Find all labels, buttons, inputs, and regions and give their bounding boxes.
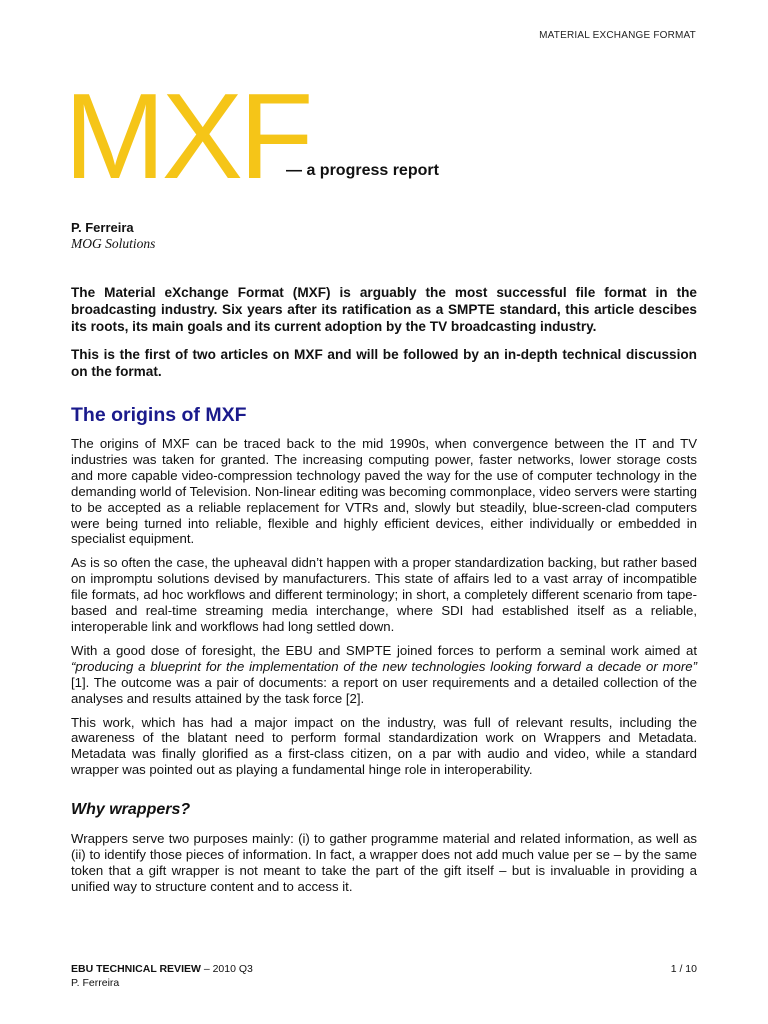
- running-header: MATERIAL EXCHANGE FORMAT: [539, 30, 696, 41]
- abstract: [71, 284, 697, 380]
- author-name: P. Ferreira: [71, 220, 134, 235]
- abstract-paragraph: The Material eXchange Format (MXF) is arguably the most successful file format in the broadcasting industry. Six years after its ratification as a SMPTE standard, this article descibes its roots, its main goals and its current adoption by the TV broadcasting industry.: [71, 285, 697, 334]
- body-paragraph: [71, 643, 697, 707]
- page-number: 1 / 10: [670, 963, 697, 975]
- paragraph-text: With a good dose of foresight, the EBU and SMPTE joined forces to perform a seminal work aimed at: [71, 642, 697, 658]
- body-paragraph: This work, which has had a major impact on the industry, was full of relevant results, including the awareness of the blatant need to perform formal standardization work on Wrappers and Metadata. Metadata was finally glorified as a first-class citizen, on a par with audio and video, while a standard wrapper was pointed out as playing a fundamental hinge role in interoperability.: [71, 714, 697, 778]
- publication-issue: – 2010 Q3: [200, 963, 253, 975]
- article-subtitle: — a progress report: [286, 162, 439, 179]
- footer-publication: [71, 962, 697, 976]
- body-paragraph: The origins of MXF can be traced back to the mid 1990s, when convergence between the IT and TV industries was taken for granted. The increasing computing power, faster networks, lower storage costs and more capable video-compression technology paved the way for the use of computer technology in the demanding world of Television. Non-linear editing was becoming commonplace, video servers were starting to be accepted as a reliable replacement for VTRs and, slowly but steadily, blue-screen-clad computers were being turned into reliable, flexible and highly efficient devices, either individually or embedded in specialist equipment.: [71, 436, 697, 547]
- footer-author: P. Ferreira: [71, 977, 120, 989]
- title-block: [64, 68, 704, 204]
- mxf-logo-text: MXF: [64, 68, 310, 204]
- abstract-paragraph: This is the first of two articles on MXF and will be followed by an in-depth technical discussion on the format.: [71, 347, 697, 379]
- paragraph-text: [1]. The outcome was a pair of documents: a report on user requirements and a detailed collection of the analyses and results attained by the task force [2].: [71, 674, 697, 706]
- author-affiliation: MOG Solutions: [71, 236, 156, 251]
- body-paragraph: Wrappers serve two purposes mainly: (i) to gather programme material and related information, as well as (ii) to identify those pieces of information. In fact, a wrapper does not add much value per se – by the same token that a gift wrapper is not meant to take the part of the gift itself – but is invaluable in providing a unified way to structure content and to access it.: [71, 831, 697, 894]
- section-heading: The origins of MXF: [71, 404, 247, 426]
- quotation: “producing a blueprint for the implementation of the new technologies looking forward a decade or more”: [71, 658, 697, 674]
- subsection-heading: Why wrappers?: [71, 801, 191, 819]
- body-paragraph: As is so often the case, the upheaval didn’t happen with a proper standardization backing, but rather based on impromptu solutions devised by manufacturers. This state of affairs led to a vast array of incompatible file formats, ad hoc workflows and different terminology; in short, a completely different scenario from tape-based and real-time streaming media interchange, where SDI had established itself as a reliable, interoperable link and workflows had long settled down.: [71, 555, 697, 634]
- article-body: [71, 284, 697, 903]
- publication-name: EBU TECHNICAL REVIEW: [71, 963, 201, 975]
- page-footer: [71, 962, 697, 990]
